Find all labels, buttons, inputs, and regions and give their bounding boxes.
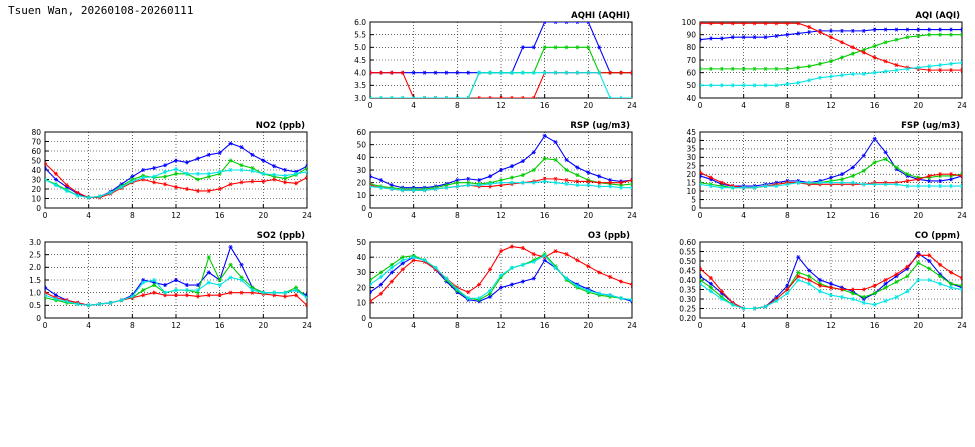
x-tick-label: 16 [869, 321, 880, 330]
y-tick-label: 50 [686, 81, 696, 91]
chart-svg-no2 [5, 118, 315, 228]
x-tick-label: 8 [129, 211, 135, 220]
plot-frame [370, 242, 632, 318]
y-tick-label: 0.40 [679, 275, 696, 285]
series-line-20260109 [700, 35, 962, 69]
plot-frame [700, 132, 962, 208]
x-tick-label: 4 [741, 211, 747, 220]
y-tick-label: 6.0 [354, 17, 366, 27]
y-tick-label: 0.60 [679, 237, 696, 247]
x-tick-label: 24 [302, 211, 312, 220]
chart-svg-fsp [660, 118, 970, 228]
y-tick-label: 40 [686, 136, 696, 146]
y-tick-label: 10 [31, 194, 41, 204]
y-tick-label: 60 [686, 68, 696, 78]
y-tick-label: 4.5 [354, 55, 366, 65]
x-tick-label: 0 [42, 321, 48, 330]
chart-svg-co [660, 228, 970, 338]
x-tick-label: 4 [86, 321, 92, 330]
y-tick-label: 50 [31, 156, 41, 166]
y-tick-label: 80 [31, 127, 41, 137]
x-tick-label: 8 [454, 101, 460, 110]
series-group [368, 134, 634, 192]
x-tick-label: 12 [826, 321, 836, 330]
y-tick-label: 25 [686, 161, 696, 171]
x-tick-label: 4 [741, 101, 747, 110]
y-tick-label: 100 [681, 17, 696, 27]
x-tick-label: 20 [583, 321, 594, 330]
y-tick-label: 0 [36, 203, 41, 213]
x-tick-label: 16 [869, 211, 880, 220]
y-tick-label: 40 [356, 253, 366, 262]
y-tick-label: 0 [361, 313, 366, 323]
series-group [368, 245, 634, 303]
y-tick-label: 70 [686, 55, 696, 65]
y-tick-label: 30 [31, 175, 41, 185]
x-tick-label: 12 [496, 211, 506, 220]
x-tick-label: 16 [539, 321, 550, 330]
series-line-20260109 [45, 161, 307, 198]
x-tick-label: 16 [869, 101, 880, 110]
y-tick-label: 15 [686, 178, 696, 188]
y-tick-label: 0.5 [29, 301, 41, 311]
x-tick-label: 24 [957, 211, 967, 220]
y-tick-label: 50 [356, 140, 366, 150]
x-tick-label: 8 [784, 211, 790, 220]
chart-panel-co [660, 228, 970, 338]
plot-title-no2: NO2 (ppb) [255, 121, 305, 131]
x-tick-label: 8 [129, 321, 135, 330]
y-tick-label: 60 [356, 127, 366, 137]
x-tick-label: 12 [496, 321, 506, 330]
chart-svg-aqhi [330, 8, 640, 118]
y-tick-label: 40 [31, 165, 41, 175]
plot-title-so2: SO2 (ppb) [256, 231, 305, 241]
y-tick-label: 20 [356, 283, 366, 293]
y-tick-label: 10 [356, 298, 366, 308]
x-tick-label: 16 [539, 101, 550, 110]
chart-svg-rsp [330, 118, 640, 228]
y-tick-label: 3.0 [29, 237, 41, 247]
y-tick-label: 30 [356, 268, 366, 278]
x-tick-label: 12 [496, 101, 506, 110]
page-title: Tsuen Wan, 20260108-20260111 [8, 4, 194, 17]
x-tick-label: 0 [367, 321, 373, 330]
chart-panel-fsp [660, 118, 970, 228]
y-tick-label: 90 [686, 30, 696, 40]
y-tick-label: 45 [686, 127, 696, 137]
y-tick-label: 0.20 [679, 313, 696, 323]
x-tick-label: 12 [171, 211, 181, 220]
x-tick-label: 0 [697, 101, 703, 110]
x-tick-label: 24 [627, 321, 637, 330]
x-tick-label: 20 [913, 321, 924, 330]
y-tick-label: 30 [356, 165, 366, 175]
x-tick-label: 16 [214, 211, 225, 220]
y-tick-label: 0.30 [679, 294, 696, 304]
y-tick-label: 0.50 [679, 256, 696, 266]
x-tick-label: 20 [583, 101, 594, 110]
y-tick-label: 0.25 [679, 304, 696, 314]
y-tick-label: 40 [356, 153, 366, 163]
y-tick-label: 5 [691, 195, 696, 205]
x-tick-label: 0 [42, 211, 48, 220]
y-tick-label: 70 [31, 137, 41, 147]
x-tick-label: 24 [957, 321, 967, 330]
plot-title-o3: O3 (ppb) [587, 231, 630, 241]
y-tick-label: 4.0 [354, 68, 366, 78]
chart-panel-rsp [330, 118, 640, 228]
x-tick-label: 8 [454, 211, 460, 220]
chart-panel-aqhi [330, 8, 640, 118]
y-tick-label: 0.55 [679, 247, 696, 257]
y-tick-label: 1.5 [29, 275, 41, 285]
x-tick-label: 12 [826, 211, 836, 220]
y-tick-label: 50 [356, 237, 366, 247]
y-tick-label: 60 [31, 146, 41, 156]
plot-title-aqi: AQI (AQI) [915, 11, 960, 21]
chart-panel-o3 [330, 228, 640, 338]
x-tick-label: 24 [627, 101, 637, 110]
x-tick-label: 0 [697, 211, 703, 220]
x-tick-label: 4 [411, 101, 417, 110]
chart-svg-o3 [330, 228, 640, 338]
x-tick-label: 24 [302, 321, 312, 330]
series-group [368, 20, 634, 100]
x-tick-label: 8 [784, 321, 790, 330]
y-tick-label: 0.45 [679, 266, 696, 276]
y-tick-label: 10 [356, 191, 366, 201]
y-tick-label: 20 [31, 184, 41, 194]
plot-title-aqhi: AQHI (AQHI) [571, 11, 630, 21]
x-tick-label: 12 [171, 321, 181, 330]
y-tick-label: 80 [686, 43, 696, 53]
y-tick-label: 2.5 [29, 250, 41, 260]
x-tick-label: 20 [913, 211, 924, 220]
x-tick-label: 24 [957, 101, 967, 110]
plot-title-fsp: FSP (ug/m3) [901, 121, 960, 131]
y-tick-label: 10 [686, 186, 696, 196]
x-tick-label: 12 [826, 101, 836, 110]
x-tick-label: 4 [411, 321, 417, 330]
y-tick-label: 30 [686, 153, 696, 163]
y-tick-label: 0.35 [679, 285, 696, 295]
x-tick-label: 20 [258, 211, 269, 220]
y-tick-label: 2.0 [29, 263, 41, 273]
y-tick-label: 20 [356, 178, 366, 188]
x-tick-label: 4 [86, 211, 92, 220]
x-tick-label: 20 [913, 101, 924, 110]
plot-title-co: CO (ppm) [914, 231, 960, 241]
series-line-20260108 [700, 253, 962, 308]
y-tick-label: 20 [686, 170, 696, 180]
y-tick-label: 0 [36, 313, 41, 323]
y-tick-label: 3.5 [354, 81, 366, 91]
y-tick-label: 5.5 [354, 30, 366, 40]
x-tick-label: 8 [454, 321, 460, 330]
chart-panel-no2 [5, 118, 315, 228]
chart-svg-so2 [5, 228, 315, 338]
x-tick-label: 16 [539, 211, 550, 220]
x-tick-label: 20 [583, 211, 594, 220]
series-group [698, 21, 964, 87]
y-tick-label: 5.0 [354, 43, 366, 53]
y-tick-label: 1.0 [29, 288, 41, 298]
y-tick-label: 40 [686, 93, 696, 103]
x-tick-label: 0 [367, 101, 373, 110]
chart-panel-so2 [5, 228, 315, 338]
y-tick-label: 0 [691, 203, 696, 213]
chart-svg-aqi [660, 8, 970, 118]
x-tick-label: 20 [258, 321, 269, 330]
x-tick-label: 4 [741, 321, 747, 330]
x-tick-label: 0 [697, 321, 703, 330]
x-tick-label: 24 [627, 211, 637, 220]
y-tick-label: 0 [361, 203, 366, 213]
x-tick-label: 0 [367, 211, 373, 220]
x-tick-label: 16 [214, 321, 225, 330]
chart-panel-aqi [660, 8, 970, 118]
plot-title-rsp: RSP (ug/m3) [570, 121, 630, 131]
y-tick-label: 35 [686, 144, 696, 154]
y-tick-label: 3.0 [354, 93, 366, 103]
x-tick-label: 4 [411, 211, 417, 220]
x-tick-label: 8 [784, 101, 790, 110]
